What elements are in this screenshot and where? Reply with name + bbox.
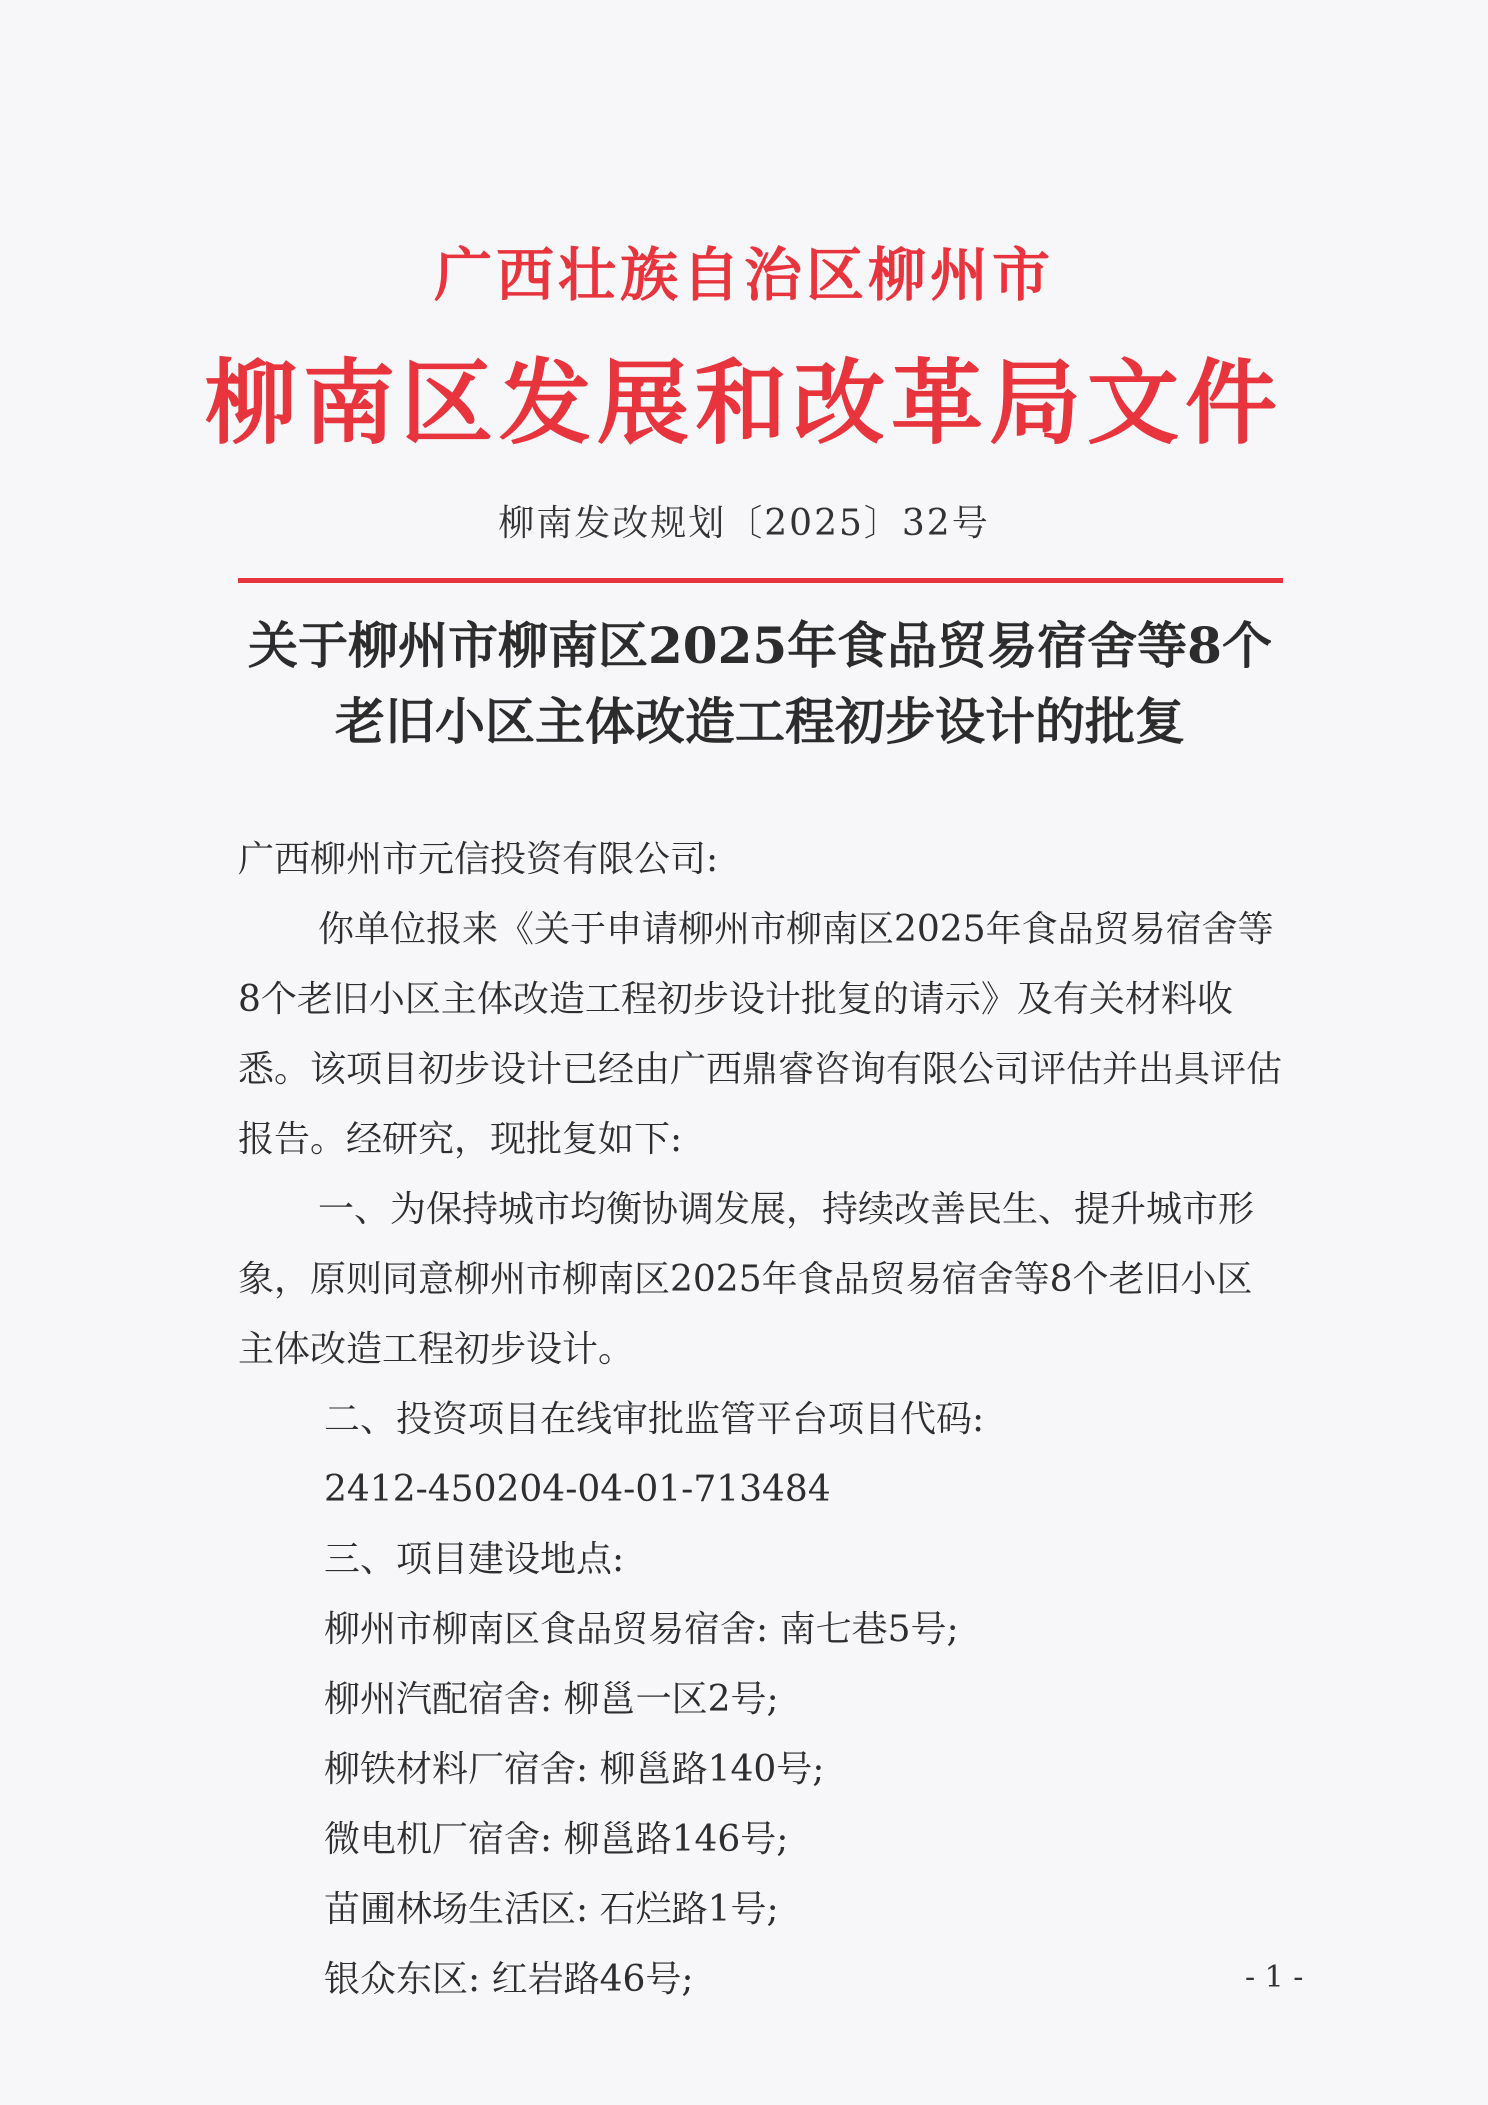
list-item: 苗圃林场生活区: 石烂路1号;: [324, 1889, 779, 1930]
document-number: 柳南发改规划〔2025〕32号: [498, 503, 990, 544]
issuer-region: 广西壮族自治区柳州市: [433, 241, 1054, 309]
project-code: 2412-450204-04-01-713484: [324, 1469, 831, 1510]
document-title: 关于柳州市柳南区2025年食品贸易宿舍等8个老旧小区主体改造工程初步设计的批复: [248, 616, 1272, 751]
list-item: 柳铁材料厂宿舍: 柳邕路140号;: [324, 1749, 825, 1790]
red-divider: [238, 578, 1283, 583]
paragraph-intro: 你单位报来《关于申请柳州市柳南区2025年食品贸易宿舍等8个老旧小区主体改造工程初步设计批复的请示》及有关材料收悉。该项目初步设计已经由广西鼎睿咨询有限公司评估并出具评估报告。经研究，现批复如下:: [238, 909, 1283, 1160]
paragraph-item-2-label: 二、投资项目在线审批监管平台项目代码:: [324, 1399, 985, 1440]
list-item: 柳州汽配宿舍: 柳邕一区2号;: [324, 1679, 779, 1720]
location-list: [238, 1595, 1283, 2015]
list-item: 柳州市柳南区食品贸易宿舍: 南七巷5号;: [324, 1609, 959, 1650]
issuer-title: 柳南区发展和改革局文件: [204, 349, 1283, 457]
document-body: [238, 825, 1283, 2015]
list-item: 微电机厂宿舍: 柳邕路146号;: [324, 1819, 789, 1860]
addressee: 广西柳州市元信投资有限公司:: [238, 839, 719, 880]
paragraph-item-3-label: 三、项目建设地点:: [324, 1539, 625, 1580]
paragraph-item-1: 一、为保持城市均衡协调发展，持续改善民生、提升城市形象，原则同意柳州市柳南区2025年食品贸易宿舍等8个老旧小区主体改造工程初步设计。: [238, 1189, 1255, 1370]
list-item: 银众东区: 红岩路46号;: [324, 1959, 694, 2000]
page-number: - 1 -: [1245, 1960, 1304, 1995]
